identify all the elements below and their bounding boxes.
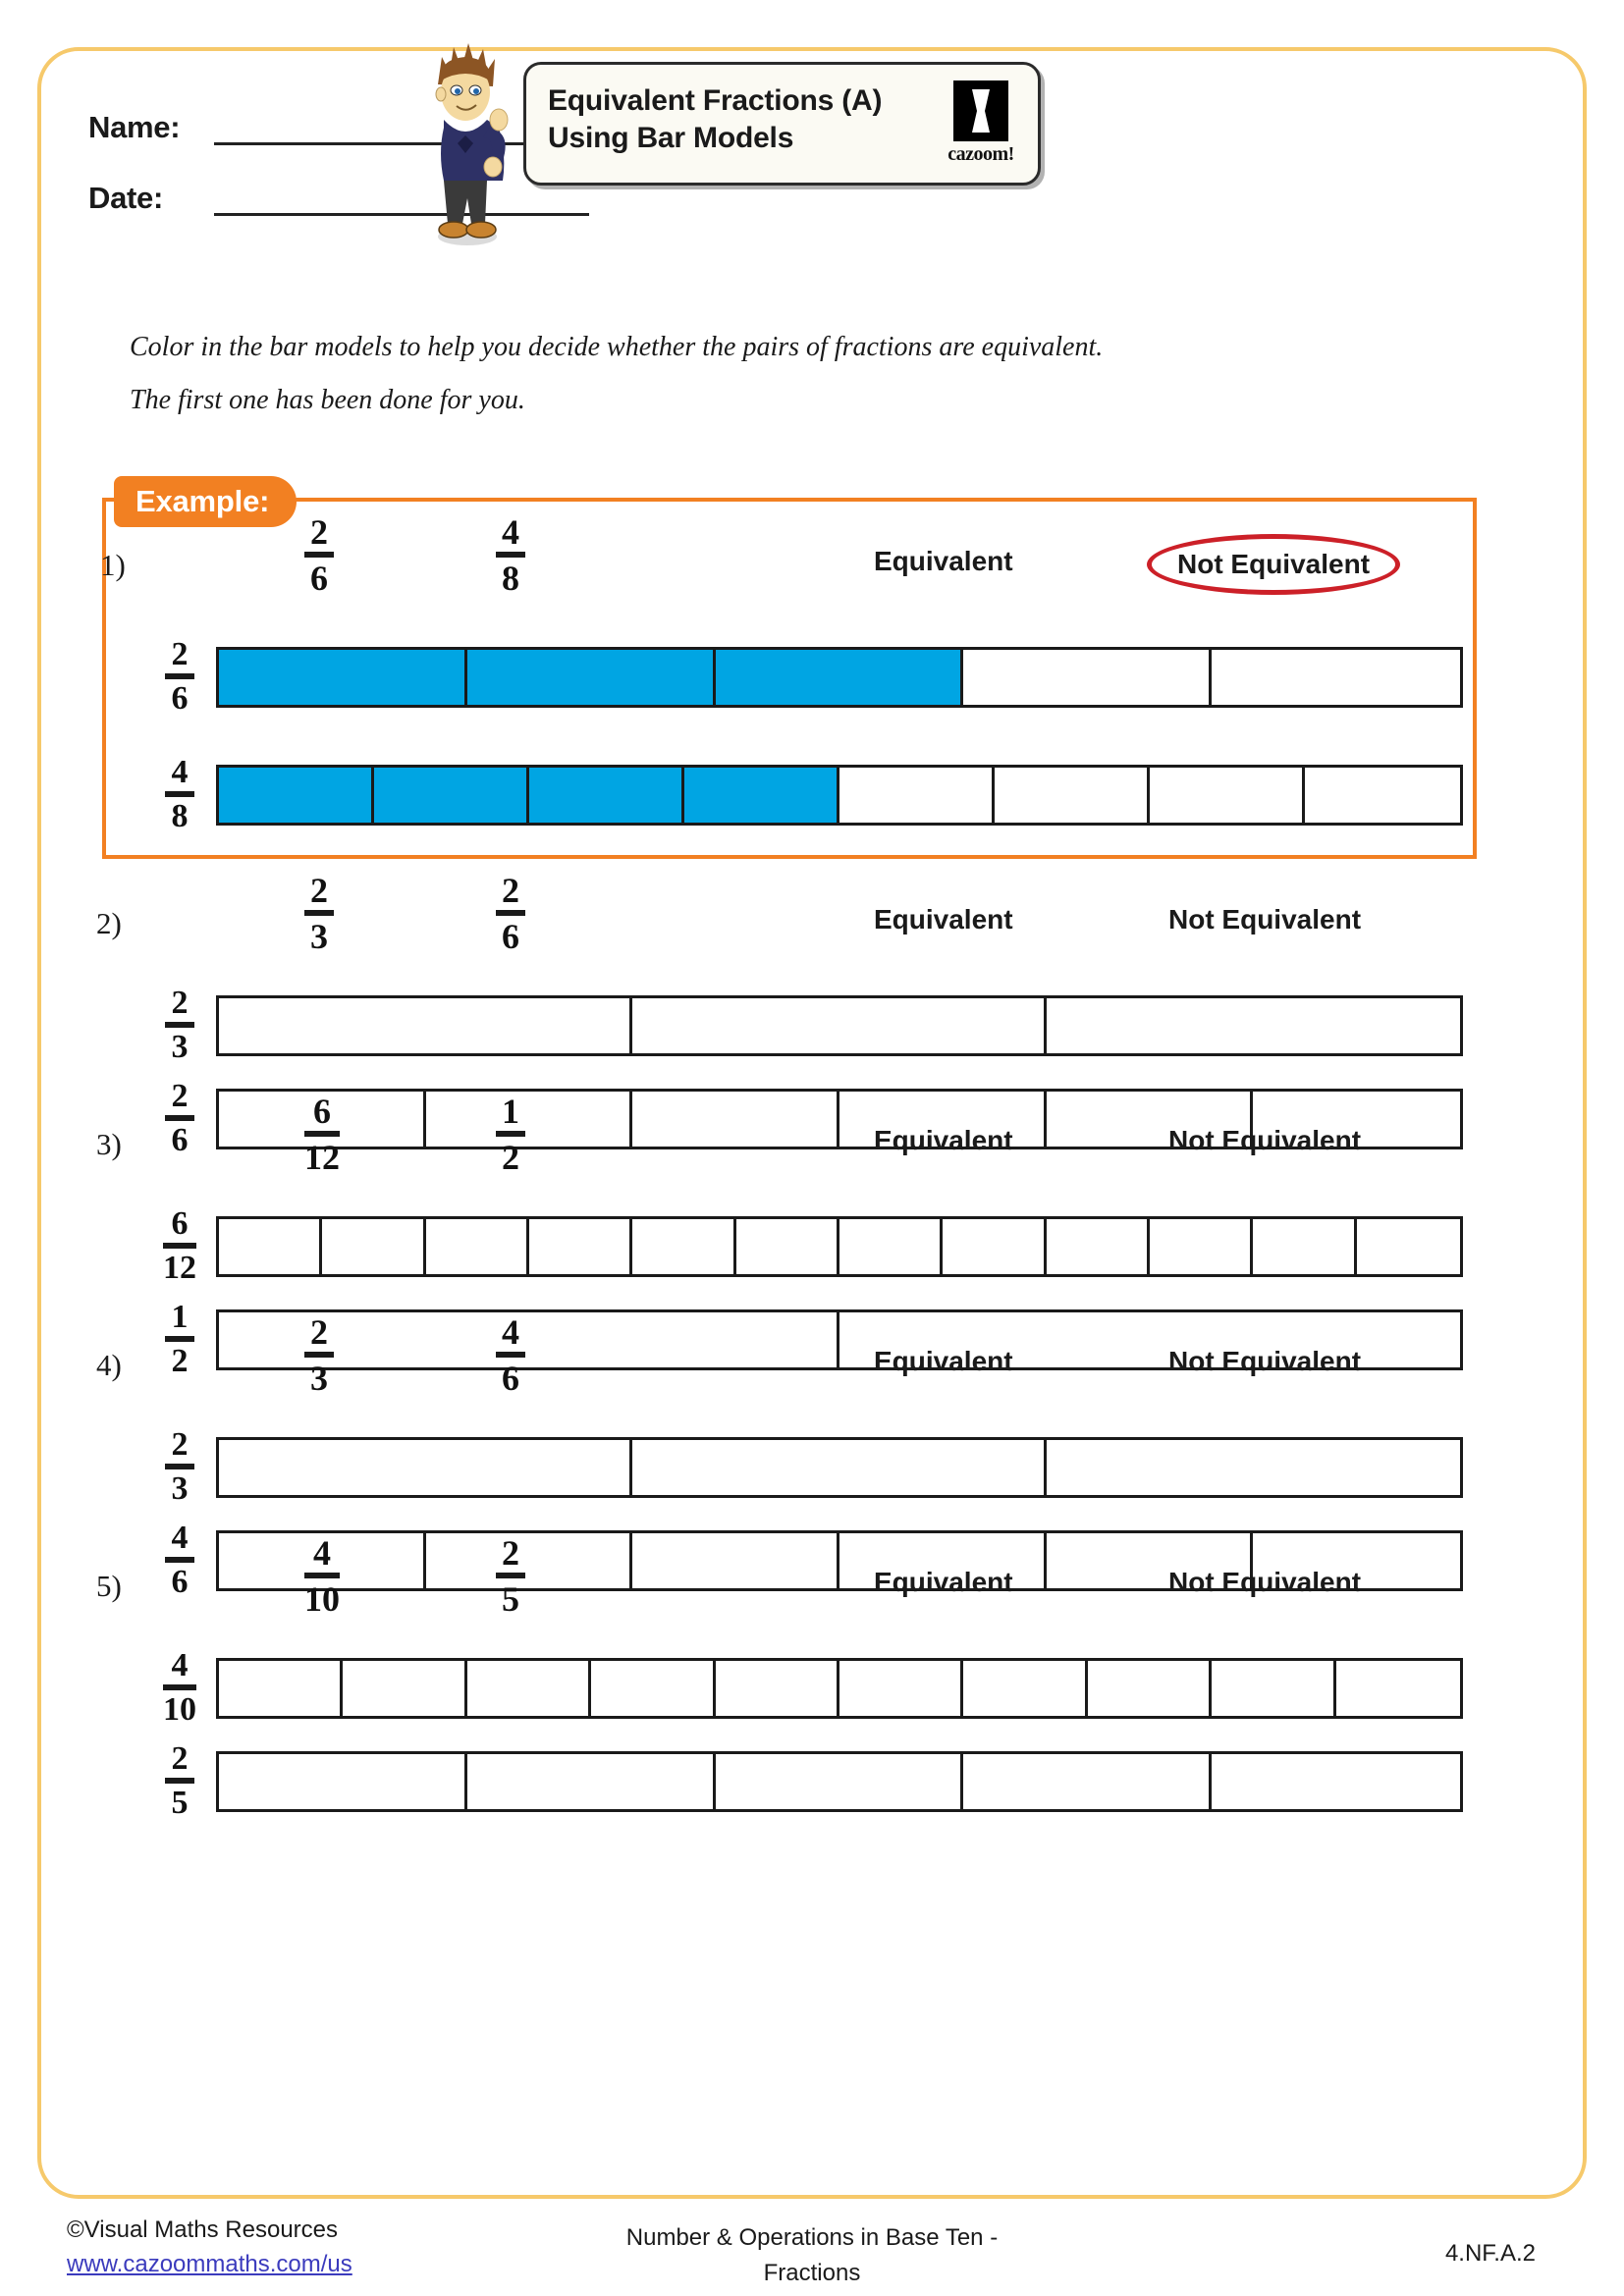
fraction-numerator: 2	[502, 871, 519, 910]
fraction-denominator: 2	[502, 1138, 519, 1177]
bar-segment[interactable]	[219, 1754, 467, 1809]
bar-segment[interactable]	[1212, 1754, 1460, 1809]
bar-segment[interactable]	[632, 998, 1046, 1053]
bar-segment[interactable]	[1150, 1219, 1253, 1274]
fraction	[165, 1080, 194, 1157]
fraction-denominator: 3	[310, 917, 328, 956]
question-fraction-a	[304, 873, 334, 954]
bar-segment[interactable]	[963, 1754, 1212, 1809]
question-number: 4)	[96, 1348, 122, 1382]
question-fraction-b	[496, 514, 525, 596]
bar-segment[interactable]	[1305, 768, 1460, 823]
bar-model-label	[151, 1649, 208, 1727]
fraction-numerator: 2	[310, 871, 328, 910]
bar-segment[interactable]	[716, 1661, 839, 1716]
bar-segment[interactable]	[1047, 998, 1460, 1053]
bar-model-label	[151, 1080, 208, 1157]
answer-option-equivalent[interactable]: Equivalent	[874, 1346, 1013, 1376]
question-fraction-b	[496, 873, 525, 954]
bar-model-label	[151, 1207, 208, 1285]
fraction	[496, 1094, 525, 1175]
bar-model-row	[151, 1207, 1463, 1285]
example-tab	[114, 476, 297, 527]
example-tab-label: Example:	[135, 484, 270, 518]
bar-model-label	[151, 1428, 208, 1506]
bar-segment[interactable]	[716, 1754, 964, 1809]
hourglass-icon	[953, 80, 1008, 141]
name-label: Name:	[88, 110, 181, 144]
bar-model-label	[151, 1522, 208, 1599]
fraction-numerator: 2	[310, 1312, 328, 1352]
instructions-block	[130, 332, 1445, 438]
bar-segment[interactable]	[374, 768, 529, 823]
title-line-2: Using Bar Models	[548, 122, 794, 155]
bar-model-row	[151, 1649, 1463, 1727]
footer-copyright: ©Visual Maths Resources	[67, 2216, 339, 2243]
fraction	[496, 873, 525, 954]
bar-model-row	[151, 1742, 1463, 1820]
fraction	[304, 514, 334, 596]
bar-segment[interactable]	[632, 1219, 735, 1274]
bar-segment[interactable]	[219, 768, 374, 823]
bar-model[interactable]	[216, 647, 1463, 708]
fraction-denominator: 8	[171, 798, 189, 834]
bar-model-row	[151, 638, 1463, 716]
fraction-denominator: 8	[502, 559, 519, 598]
footer-website-link[interactable]: www.cazoommaths.com/us	[67, 2250, 352, 2277]
bar-segment[interactable]	[1212, 1661, 1335, 1716]
fraction	[304, 1314, 334, 1396]
bar-model-row	[151, 756, 1463, 833]
bar-segment[interactable]	[839, 1219, 943, 1274]
bar-segment[interactable]	[467, 1754, 716, 1809]
question-fraction-a	[304, 1094, 340, 1175]
fraction	[304, 1535, 340, 1617]
bar-segment[interactable]	[839, 1661, 963, 1716]
fraction-denominator: 5	[171, 1785, 189, 1821]
fraction-numerator: 4	[171, 1647, 189, 1683]
fraction-denominator: 10	[304, 1579, 340, 1619]
footer-center	[0, 2220, 1624, 2291]
bar-model[interactable]	[216, 1216, 1463, 1277]
bar-segment[interactable]	[684, 768, 839, 823]
title-line-1: Equivalent Fractions (A)	[548, 84, 883, 117]
bar-segment[interactable]	[219, 1440, 632, 1495]
fraction-numerator: 1	[502, 1092, 519, 1131]
fraction	[165, 1742, 194, 1820]
date-label: Date:	[88, 181, 164, 215]
bar-model-label	[151, 1742, 208, 1820]
student-character-illustration	[403, 37, 540, 248]
answer-option-equivalent[interactable]: Equivalent	[874, 904, 1013, 934]
worksheet-title	[548, 82, 911, 158]
fraction	[165, 1522, 194, 1599]
fraction-denominator: 6	[171, 680, 189, 717]
bar-model[interactable]	[216, 765, 1463, 826]
bar-segment[interactable]	[632, 1533, 839, 1588]
footer-standard-code: 4.NF.A.2	[1444, 2240, 1536, 2267]
bar-segment[interactable]	[839, 768, 995, 823]
bar-segment[interactable]	[1212, 650, 1460, 705]
answer-option-equivalent[interactable]: Equivalent	[874, 1567, 1013, 1597]
answer-option-not-equivalent[interactable]: Not Equivalent	[1168, 1567, 1362, 1597]
fraction-numerator: 2	[310, 512, 328, 552]
bar-segment[interactable]	[591, 1661, 715, 1716]
fraction	[165, 756, 194, 833]
question-fraction-b	[496, 1535, 525, 1617]
bar-segment[interactable]	[632, 1440, 1046, 1495]
bar-segment[interactable]	[426, 1092, 633, 1147]
bar-model-row	[151, 987, 1463, 1064]
fraction	[496, 514, 525, 596]
answer-option-not-equivalent[interactable]: Not Equivalent	[1147, 534, 1400, 595]
bar-model-label	[151, 1301, 208, 1378]
bar-model[interactable]	[216, 1437, 1463, 1498]
footer-topic-line-2: Fractions	[763, 2260, 861, 2286]
bar-segment[interactable]	[219, 650, 467, 705]
fraction-numerator: 4	[171, 754, 189, 790]
answer-option-not-equivalent[interactable]: Not Equivalent	[1168, 904, 1362, 934]
fraction-denominator: 6	[171, 1564, 189, 1600]
bar-model[interactable]	[216, 995, 1463, 1056]
bar-segment[interactable]	[1047, 1440, 1460, 1495]
fraction-denominator: 3	[171, 1470, 189, 1507]
question-fraction-b	[496, 1094, 525, 1175]
fraction-denominator: 5	[502, 1579, 519, 1619]
bar-model-row	[151, 1428, 1463, 1506]
bar-segment[interactable]	[1150, 768, 1305, 823]
cazoom-logo	[940, 80, 1022, 171]
bar-model[interactable]	[216, 1658, 1463, 1719]
bar-segment[interactable]	[736, 1219, 839, 1274]
logo-wordmark: cazoom!	[947, 143, 1014, 165]
bar-segment[interactable]	[716, 650, 964, 705]
bar-segment[interactable]	[963, 650, 1212, 705]
fraction-denominator: 12	[163, 1250, 196, 1286]
question-number: 2)	[96, 906, 122, 940]
bar-segment[interactable]	[1357, 1219, 1460, 1274]
bar-model-label	[151, 638, 208, 716]
bar-segment[interactable]	[219, 998, 632, 1053]
fraction-denominator: 3	[171, 1029, 189, 1065]
fraction-numerator: 4	[313, 1533, 331, 1573]
bar-segment[interactable]	[322, 1219, 425, 1274]
fraction-denominator: 10	[163, 1691, 196, 1728]
fraction	[496, 1535, 525, 1617]
fraction	[163, 1207, 196, 1285]
bar-segment[interactable]	[426, 1533, 633, 1588]
fraction	[165, 638, 194, 716]
fraction-numerator: 2	[171, 985, 189, 1021]
answer-option-not-equivalent[interactable]: Not Equivalent	[1168, 1346, 1362, 1376]
answer-option-not-equivalent[interactable]: Not Equivalent	[1168, 1125, 1362, 1155]
fraction	[163, 1649, 196, 1727]
fraction-numerator: 6	[171, 1205, 189, 1242]
bar-segment[interactable]	[1047, 1219, 1150, 1274]
bar-segment[interactable]	[1253, 1219, 1356, 1274]
hourglass-glyph	[966, 87, 996, 134]
bar-model-label	[151, 756, 208, 833]
fraction-denominator: 6	[171, 1122, 189, 1158]
instruction-line-1: Color in the bar models to help you decide whether the pairs of fractions are equivalent.	[130, 332, 1104, 362]
bar-segment[interactable]	[426, 1219, 529, 1274]
bar-segment[interactable]	[1336, 1661, 1460, 1716]
question-fraction-a	[304, 1535, 340, 1617]
fraction-denominator: 6	[502, 917, 519, 956]
bar-segment[interactable]	[529, 1219, 632, 1274]
instruction-line-2: The first one has been done for you.	[130, 385, 525, 415]
bar-segment[interactable]	[219, 1661, 343, 1716]
fraction-numerator: 4	[502, 1312, 519, 1352]
question-number: 5)	[96, 1569, 122, 1603]
fraction-numerator: 4	[171, 1520, 189, 1556]
question-fraction-a	[304, 1314, 334, 1396]
bar-model-label	[151, 987, 208, 1064]
fraction	[496, 1314, 525, 1396]
bar-segment[interactable]	[963, 1661, 1087, 1716]
question-number: 3)	[96, 1127, 122, 1161]
bar-segment[interactable]	[943, 1219, 1046, 1274]
fraction-numerator: 2	[171, 1426, 189, 1463]
answer-option-equivalent[interactable]: Equivalent	[874, 546, 1013, 576]
bar-segment[interactable]	[995, 768, 1150, 823]
fraction-numerator: 2	[171, 1740, 189, 1777]
fraction-numerator: 2	[171, 1078, 189, 1114]
question-number: 1)	[100, 548, 126, 582]
fraction	[304, 873, 334, 954]
bar-segment[interactable]	[219, 1219, 322, 1274]
answer-option-equivalent[interactable]: Equivalent	[874, 1125, 1013, 1155]
bar-segment[interactable]	[632, 1092, 839, 1147]
bar-model[interactable]	[216, 1751, 1463, 1812]
fraction	[165, 987, 194, 1064]
fraction-numerator: 6	[313, 1092, 331, 1131]
worksheet-title-box	[523, 62, 1041, 186]
fraction-denominator: 3	[310, 1359, 328, 1398]
fraction	[165, 1428, 194, 1506]
fraction-numerator: 4	[502, 512, 519, 552]
fraction-denominator: 12	[304, 1138, 340, 1177]
fraction-numerator: 2	[171, 636, 189, 672]
fraction-numerator: 2	[502, 1533, 519, 1573]
fraction-numerator: 1	[171, 1299, 189, 1335]
bar-segment[interactable]	[343, 1661, 466, 1716]
bar-segment[interactable]	[1088, 1661, 1212, 1716]
bar-segment[interactable]	[467, 1661, 591, 1716]
fraction-denominator: 6	[502, 1359, 519, 1398]
question-fraction-a	[304, 514, 334, 596]
question-fraction-b	[496, 1314, 525, 1396]
fraction-denominator: 2	[171, 1343, 189, 1379]
bar-segment[interactable]	[467, 650, 716, 705]
fraction	[304, 1094, 340, 1175]
fraction	[165, 1301, 194, 1378]
bar-segment[interactable]	[529, 768, 684, 823]
footer-topic-line-1: Number & Operations in Base Ten -	[625, 2224, 999, 2251]
fraction-denominator: 6	[310, 559, 328, 598]
